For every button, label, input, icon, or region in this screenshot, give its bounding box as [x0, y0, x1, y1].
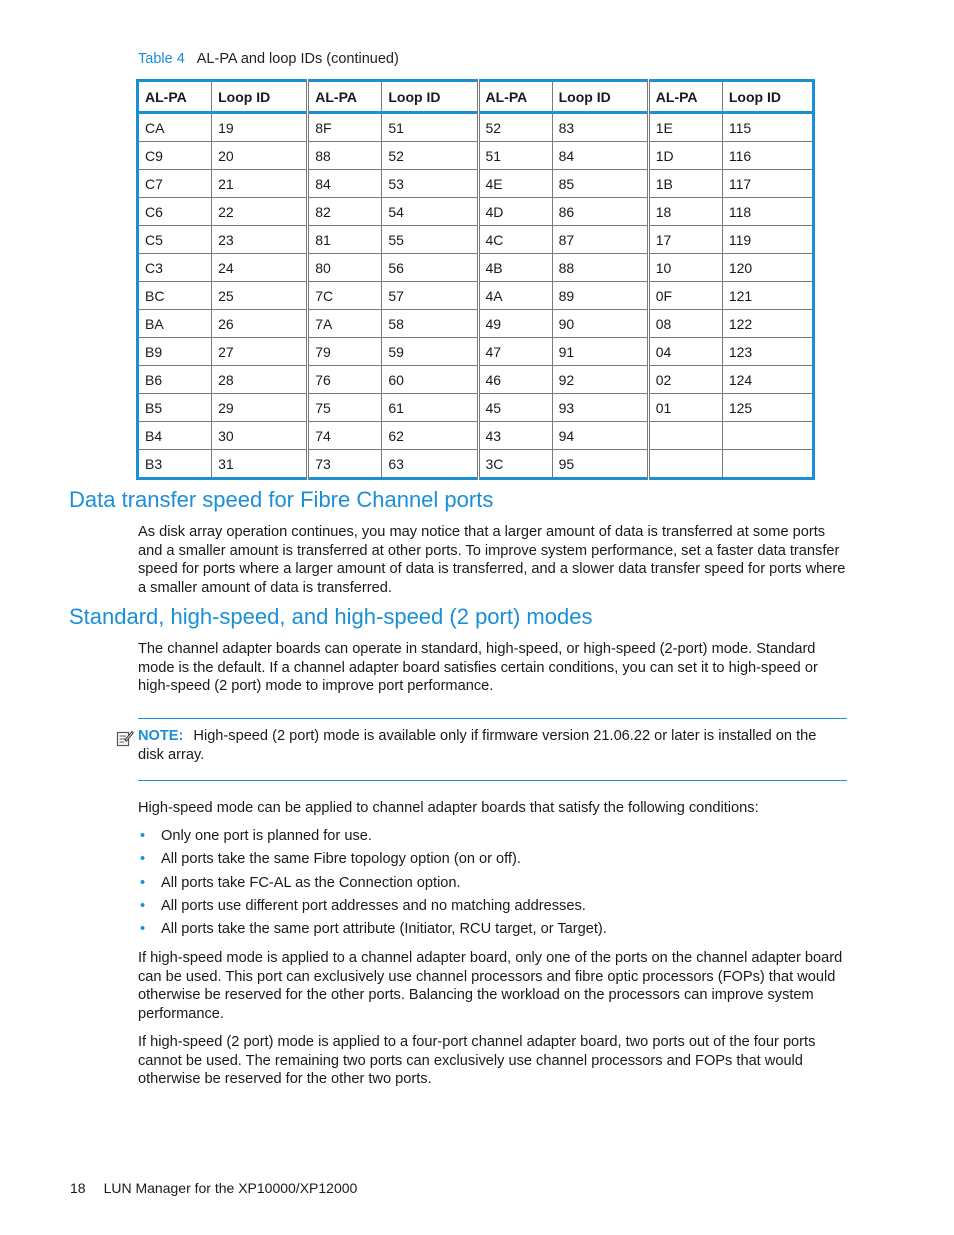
conditions-list	[138, 826, 838, 942]
table-cell: 63	[382, 450, 478, 479]
table-cell: 04	[648, 338, 722, 366]
bullet-marker: •	[140, 828, 146, 844]
list-item	[138, 896, 838, 919]
page-number: 18	[70, 1180, 86, 1196]
section-heading-modes: Standard, high-speed, and high-speed (2 port) modes	[69, 604, 593, 629]
table-row	[138, 170, 814, 198]
table-cell: C9	[138, 142, 212, 170]
table-cell: BA	[138, 310, 212, 338]
table-row	[138, 226, 814, 254]
table-cell: 62	[382, 422, 478, 450]
table-cell: 51	[382, 113, 478, 142]
header-cell: AL-PA	[138, 81, 212, 113]
list-item-text: All ports take the same Fibre topology option (on or off).	[161, 851, 521, 868]
table-cell	[648, 450, 722, 479]
table-cell: 79	[308, 338, 382, 366]
table-cell: 4D	[478, 198, 552, 226]
table-cell: 0F	[648, 282, 722, 310]
table-cell: 88	[552, 254, 648, 282]
table-cell: 55	[382, 226, 478, 254]
table-cell: 120	[722, 254, 813, 282]
table-cell: 89	[552, 282, 648, 310]
table-cell: C6	[138, 198, 212, 226]
table-cell: 1B	[648, 170, 722, 198]
table-cell: 58	[382, 310, 478, 338]
table-cell: 93	[552, 394, 648, 422]
table-cell: 121	[722, 282, 813, 310]
table-cell: 76	[308, 366, 382, 394]
table-cell: 123	[722, 338, 813, 366]
header-cell: Loop ID	[212, 81, 308, 113]
table-cell: 19	[212, 113, 308, 142]
note-block	[138, 727, 838, 765]
list-item-text: All ports take FC-AL as the Connection option.	[161, 874, 461, 891]
table-cell: 8F	[308, 113, 382, 142]
table-cell: 125	[722, 394, 813, 422]
table-cell: 74	[308, 422, 382, 450]
table-cell	[722, 422, 813, 450]
page-footer	[70, 1180, 357, 1196]
bullet-marker: •	[140, 874, 146, 891]
table-header-row	[138, 81, 814, 113]
table-cell: 56	[382, 254, 478, 282]
table-cell: 4C	[478, 226, 552, 254]
table-cell: C5	[138, 226, 212, 254]
list-item	[138, 873, 838, 896]
table-body	[138, 113, 814, 479]
list-item	[138, 849, 838, 872]
table-cell: 118	[722, 198, 813, 226]
table-cell: 26	[212, 310, 308, 338]
table-cell: 53	[382, 170, 478, 198]
table-cell: 61	[382, 394, 478, 422]
table-cell: B4	[138, 422, 212, 450]
table-cell: 82	[308, 198, 382, 226]
table-cell: 28	[212, 366, 308, 394]
conditions-intro: High-speed mode can be applied to channel adapter boards that satisfy the following conditions:	[138, 800, 759, 816]
table-cell: 49	[478, 310, 552, 338]
table-cell: 4E	[478, 170, 552, 198]
header-cell: Loop ID	[722, 81, 813, 113]
table-cell: B5	[138, 394, 212, 422]
table-cell: 73	[308, 450, 382, 479]
table-caption	[138, 51, 399, 67]
table-cell: 91	[552, 338, 648, 366]
table-cell: 115	[722, 113, 813, 142]
table-cell: 47	[478, 338, 552, 366]
table-cell	[722, 450, 813, 479]
table-cell: 94	[552, 422, 648, 450]
table-cell: 4B	[478, 254, 552, 282]
table-cell: 57	[382, 282, 478, 310]
note-top-rule	[138, 718, 847, 719]
table-row	[138, 198, 814, 226]
table-cell: B9	[138, 338, 212, 366]
bullet-marker: •	[140, 921, 146, 938]
table-cell: BC	[138, 282, 212, 310]
table-cell: 30	[212, 422, 308, 450]
note-text: High-speed (2 port) mode is available only if firmware version 21.06.22 or later is installed on the disk array.	[138, 728, 817, 763]
table-cell: 1E	[648, 113, 722, 142]
table-cell: 81	[308, 226, 382, 254]
alpa-loop-id-table	[136, 79, 815, 480]
table-cell: 52	[478, 113, 552, 142]
table-cell: 7A	[308, 310, 382, 338]
note-bottom-rule	[138, 780, 847, 781]
table-cell: 117	[722, 170, 813, 198]
table-cell: 90	[552, 310, 648, 338]
header-cell: AL-PA	[478, 81, 552, 113]
paragraph-high-speed: If high-speed mode is applied to a channel adapter board, only one of the ports on the channel adapter board can be used. This port can exclusively use channel processors and fibre optic processors (FOPs) that would otherwise be reserved for the other ports. Balancing the workload on the processors can improve system performance.	[138, 950, 843, 1023]
table-cell: 87	[552, 226, 648, 254]
table-row	[138, 282, 814, 310]
table-cell: 124	[722, 366, 813, 394]
table-cell: 80	[308, 254, 382, 282]
list-item-text: All ports use different port addresses and no matching addresses.	[161, 897, 586, 914]
list-item-text: Only one port is planned for use.	[161, 828, 372, 844]
table-cell: 25	[212, 282, 308, 310]
section-body-modes: The channel adapter boards can operate in standard, high-speed, or high-speed (2-port) mode. Standard mode is the default. If a channel adapter board satisfies certain conditions, you can set it to high-speed or high-speed (2 port) mode to improve port performance.	[138, 641, 818, 695]
table-cell: 119	[722, 226, 813, 254]
paragraph-high-speed-2-port: If high-speed (2 port) mode is applied to a four-port channel adapter board, two ports out of the four ports cannot be used. The remaining two ports can exclusively use channel processors and FOPs that would otherwise be reserved for the other two ports.	[138, 1034, 816, 1088]
section-body-data-transfer-speed: As disk array operation continues, you may notice that a larger amount of data is transferred at some ports and a smaller amount is transferred at other ports. To improve system performance, set a faster data transfer speed for ports where a larger amount of data is transferred, and a slower data transfer speed for ports where a smaller amount of data is transferred.	[138, 524, 846, 597]
table-cell: 02	[648, 366, 722, 394]
table-cell: 85	[552, 170, 648, 198]
header-cell: Loop ID	[382, 81, 478, 113]
table-cell: 3C	[478, 450, 552, 479]
table-cell: C3	[138, 254, 212, 282]
table-row	[138, 310, 814, 338]
table-row	[138, 338, 814, 366]
table-cell: 116	[722, 142, 813, 170]
table-cell: 08	[648, 310, 722, 338]
table-cell: 01	[648, 394, 722, 422]
table-cell: 24	[212, 254, 308, 282]
header-cell: AL-PA	[648, 81, 722, 113]
table-cell: 17	[648, 226, 722, 254]
table-cell: 88	[308, 142, 382, 170]
table-cell: 31	[212, 450, 308, 479]
table-cell: 43	[478, 422, 552, 450]
table-cell: 1D	[648, 142, 722, 170]
table-cell: C7	[138, 170, 212, 198]
table-cell: 83	[552, 113, 648, 142]
bullet-marker: •	[140, 851, 146, 868]
table-row	[138, 450, 814, 479]
table-cell: 95	[552, 450, 648, 479]
table-cell: 60	[382, 366, 478, 394]
table-caption-label: Table 4	[138, 51, 185, 67]
table-cell: 92	[552, 366, 648, 394]
table-cell: 84	[552, 142, 648, 170]
table-cell	[648, 422, 722, 450]
table-row	[138, 422, 814, 450]
bullet-marker: •	[140, 897, 146, 914]
note-pencil-icon	[116, 729, 134, 747]
table-cell: 20	[212, 142, 308, 170]
table-cell: B6	[138, 366, 212, 394]
table-row	[138, 142, 814, 170]
table-cell: 21	[212, 170, 308, 198]
list-item	[138, 919, 838, 942]
table-cell: 46	[478, 366, 552, 394]
table-cell: 23	[212, 226, 308, 254]
table-row	[138, 254, 814, 282]
table-row	[138, 394, 814, 422]
table-cell: 45	[478, 394, 552, 422]
table-cell: B3	[138, 450, 212, 479]
table-caption-text: AL-PA and loop IDs (continued)	[196, 51, 399, 67]
table-cell: 75	[308, 394, 382, 422]
header-cell: AL-PA	[308, 81, 382, 113]
table-cell: 52	[382, 142, 478, 170]
footer-doc-title: LUN Manager for the XP10000/XP12000	[103, 1180, 358, 1196]
table-cell: 22	[212, 198, 308, 226]
table-cell: 29	[212, 394, 308, 422]
table-cell: 86	[552, 198, 648, 226]
table-cell: 59	[382, 338, 478, 366]
table-cell: 18	[648, 198, 722, 226]
table-cell: 122	[722, 310, 813, 338]
table-cell: CA	[138, 113, 212, 142]
table-cell: 7C	[308, 282, 382, 310]
table-cell: 54	[382, 198, 478, 226]
table-cell: 27	[212, 338, 308, 366]
list-item-text: All ports take the same port attribute (Initiator, RCU target, or Target).	[161, 921, 607, 938]
list-item	[138, 826, 838, 849]
table-row	[138, 366, 814, 394]
table-row	[138, 113, 814, 142]
note-label: NOTE:	[138, 728, 184, 744]
header-cell: Loop ID	[552, 81, 648, 113]
table-cell: 51	[478, 142, 552, 170]
section-heading-data-transfer-speed: Data transfer speed for Fibre Channel ports	[69, 487, 494, 512]
table-cell: 4A	[478, 282, 552, 310]
table-cell: 10	[648, 254, 722, 282]
table-cell: 84	[308, 170, 382, 198]
